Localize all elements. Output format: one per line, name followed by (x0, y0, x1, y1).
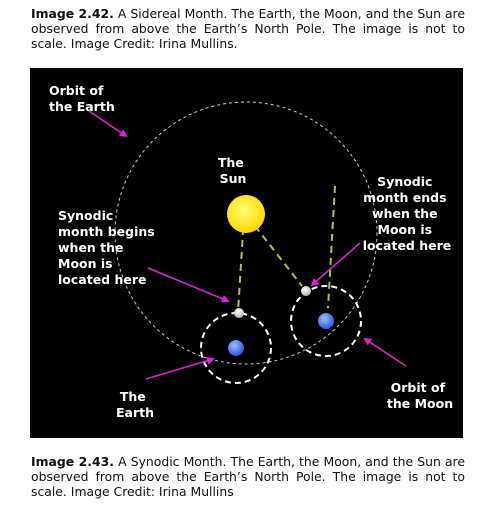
caption-bottom (31, 454, 465, 499)
caption-top-text: A Sidereal Month. The Earth, the Moon, and the Sun are observed from above the Earth’s North Pole. The image is not to scale. Image Credit: Irina Mullins. (31, 6, 465, 51)
arrow-earth (146, 359, 213, 379)
label-orbit-moon: Orbit of the Moon (386, 380, 454, 411)
moon-end-icon (301, 286, 311, 296)
caption-top (31, 6, 465, 51)
label-synodic-begin: Synodic month begins when the Moon is located here (58, 208, 155, 287)
caption-bottom-text: A Synodic Month. The Earth, the Moon, and the Sun are observed from above the Earth’s North Pole. The image is not to scale. Image Credit: Irina Mullins (31, 454, 465, 499)
label-sun: The Sun (217, 155, 247, 186)
diagram-svg (30, 68, 463, 438)
moon-begin-icon (234, 308, 244, 318)
sun-icon (227, 195, 265, 233)
label-orbit-earth: Orbit of the Earth (49, 83, 115, 114)
arrow-end (312, 243, 360, 285)
label-earth: The Earth (115, 389, 155, 420)
sun-moon-line-end (255, 226, 302, 286)
earth-end-icon (318, 313, 334, 329)
caption-bottom-label: Image 2.43. (31, 454, 114, 469)
arrow-orbit-moon (365, 339, 406, 366)
caption-top-label: Image 2.42. (31, 6, 114, 21)
arrow-begin (148, 268, 228, 301)
label-synodic-end: Synodic month ends when the Moon is located here (362, 174, 452, 253)
sidereal-reference-line (328, 186, 335, 308)
sidereal-month-figure (30, 68, 463, 438)
earth-begin-icon (228, 340, 244, 356)
